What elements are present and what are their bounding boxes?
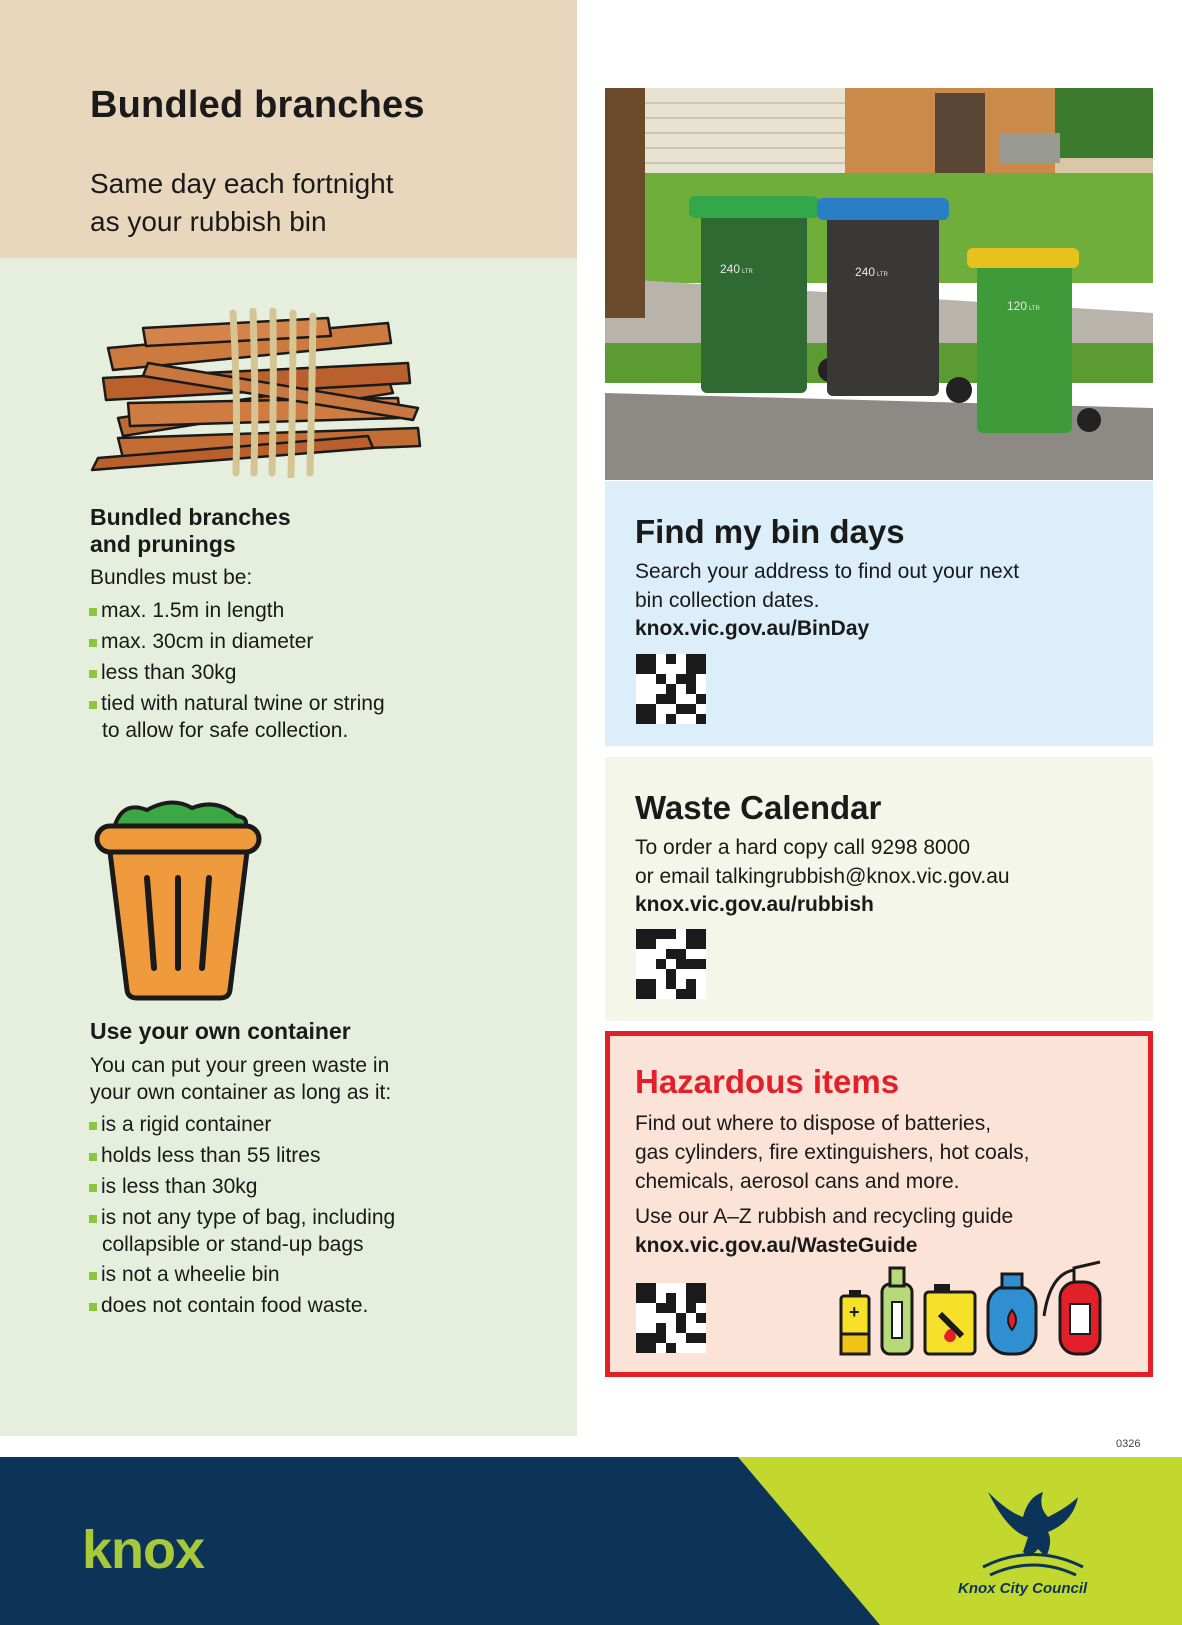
bundled-branches-icon [88, 308, 438, 478]
green-waste-panel [0, 258, 577, 1436]
hazardous-items-card [605, 1031, 1153, 1377]
footer [0, 1457, 1182, 1625]
knox-logo: knox [82, 1520, 205, 1580]
bundles-intro: Bundles must be: [90, 566, 253, 589]
container-rules-list-2 [88, 1262, 468, 1324]
bundles-rule-continuation: to allow for safe collection. [102, 719, 349, 742]
wheelie-bins-photo [605, 88, 1153, 480]
container-rules-list [88, 1112, 468, 1236]
document-code: 0326 [1116, 1438, 1141, 1450]
bundles-heading-line-2: and prunings [90, 531, 236, 557]
hazard-guide-text: Use our A–Z rubbish and recycling guide [635, 1205, 1014, 1228]
bin-2-capacity: 240 [855, 265, 876, 279]
list-item: is not any type of bag, including [88, 1205, 468, 1231]
list-item: is less than 30kg [88, 1174, 468, 1200]
bundles-rules-list [88, 598, 448, 722]
gas-cylinder-icon [988, 1274, 1036, 1354]
container-intro-line-1: You can put your green waste in [90, 1054, 390, 1077]
bundles-heading-line-1: Bundled branches [90, 504, 291, 530]
hazard-link[interactable]: knox.vic.gov.au/WasteGuide [635, 1234, 918, 1257]
bin-days-text-line-1: Search your address to find out your next [635, 560, 1020, 583]
calendar-title: Waste Calendar [635, 789, 882, 826]
bin-3-unit: LTR [1029, 306, 1040, 312]
container-heading: Use your own container [90, 1018, 351, 1044]
waste-calendar-card [605, 757, 1153, 1021]
fire-extinguisher-icon [1044, 1262, 1100, 1354]
bin-1-unit: LTR [742, 269, 753, 275]
list-item: max. 30cm in diameter [88, 629, 448, 655]
list-item: max. 1.5m in length [88, 598, 448, 624]
list-item: holds less than 55 litres [88, 1143, 468, 1169]
bin-days-card [605, 481, 1153, 746]
container-rule-continuation: collapsible or stand-up bags [102, 1233, 364, 1256]
calendar-text-line-1: To order a hard copy call 9298 8000 [635, 836, 971, 859]
calendar-link[interactable]: knox.vic.gov.au/rubbish [635, 893, 874, 916]
container-intro-line-2: your own container as long as it: [90, 1081, 392, 1104]
list-item: is a rigid container [88, 1112, 468, 1138]
list-item: is not a wheelie bin [88, 1262, 468, 1288]
page-title: Bundled branches [90, 84, 425, 126]
eagle-emblem-icon [978, 1487, 1088, 1577]
list-item: tied with natural twine or string [88, 691, 448, 717]
bin-days-link[interactable]: knox.vic.gov.au/BinDay [635, 617, 870, 640]
schedule-line-1: Same day each fortnight [90, 168, 394, 199]
aerosol-can-icon [882, 1268, 912, 1354]
hazard-qr-code[interactable] [636, 1283, 706, 1353]
hazard-text-line-1: Find out where to dispose of batteries, [635, 1112, 992, 1135]
hazard-title: Hazardous items [635, 1063, 900, 1100]
bin-3-capacity: 120 [1007, 299, 1028, 313]
svg-text:+: + [849, 1302, 860, 1322]
bin-1-capacity: 240 [720, 262, 741, 276]
calendar-text-line-2: or email talkingrubbish@knox.vic.gov.au [635, 865, 1010, 888]
chemical-bottle-icon [925, 1284, 975, 1354]
hazard-icons-row [838, 1256, 1108, 1366]
hazard-text-line-3: chemicals, aerosol cans and more. [635, 1170, 960, 1193]
bin-2-unit: LTR [877, 272, 888, 278]
bin-days-text-line-2: bin collection dates. [635, 589, 820, 612]
schedule-line-2: as your rubbish bin [90, 206, 327, 237]
own-container-icon [92, 798, 267, 1003]
hazard-text-line-2: gas cylinders, fire extinguishers, hot coals, [635, 1141, 1030, 1164]
branches-header-panel [0, 0, 577, 258]
bin-days-title: Find my bin days [635, 513, 905, 550]
list-item: less than 30kg [88, 660, 448, 686]
calendar-qr-code[interactable] [636, 929, 706, 999]
council-name: Knox City Council [958, 1580, 1088, 1597]
list-item: does not contain food waste. [88, 1293, 468, 1319]
battery-icon [841, 1290, 869, 1354]
bin-days-qr-code[interactable] [636, 654, 706, 724]
